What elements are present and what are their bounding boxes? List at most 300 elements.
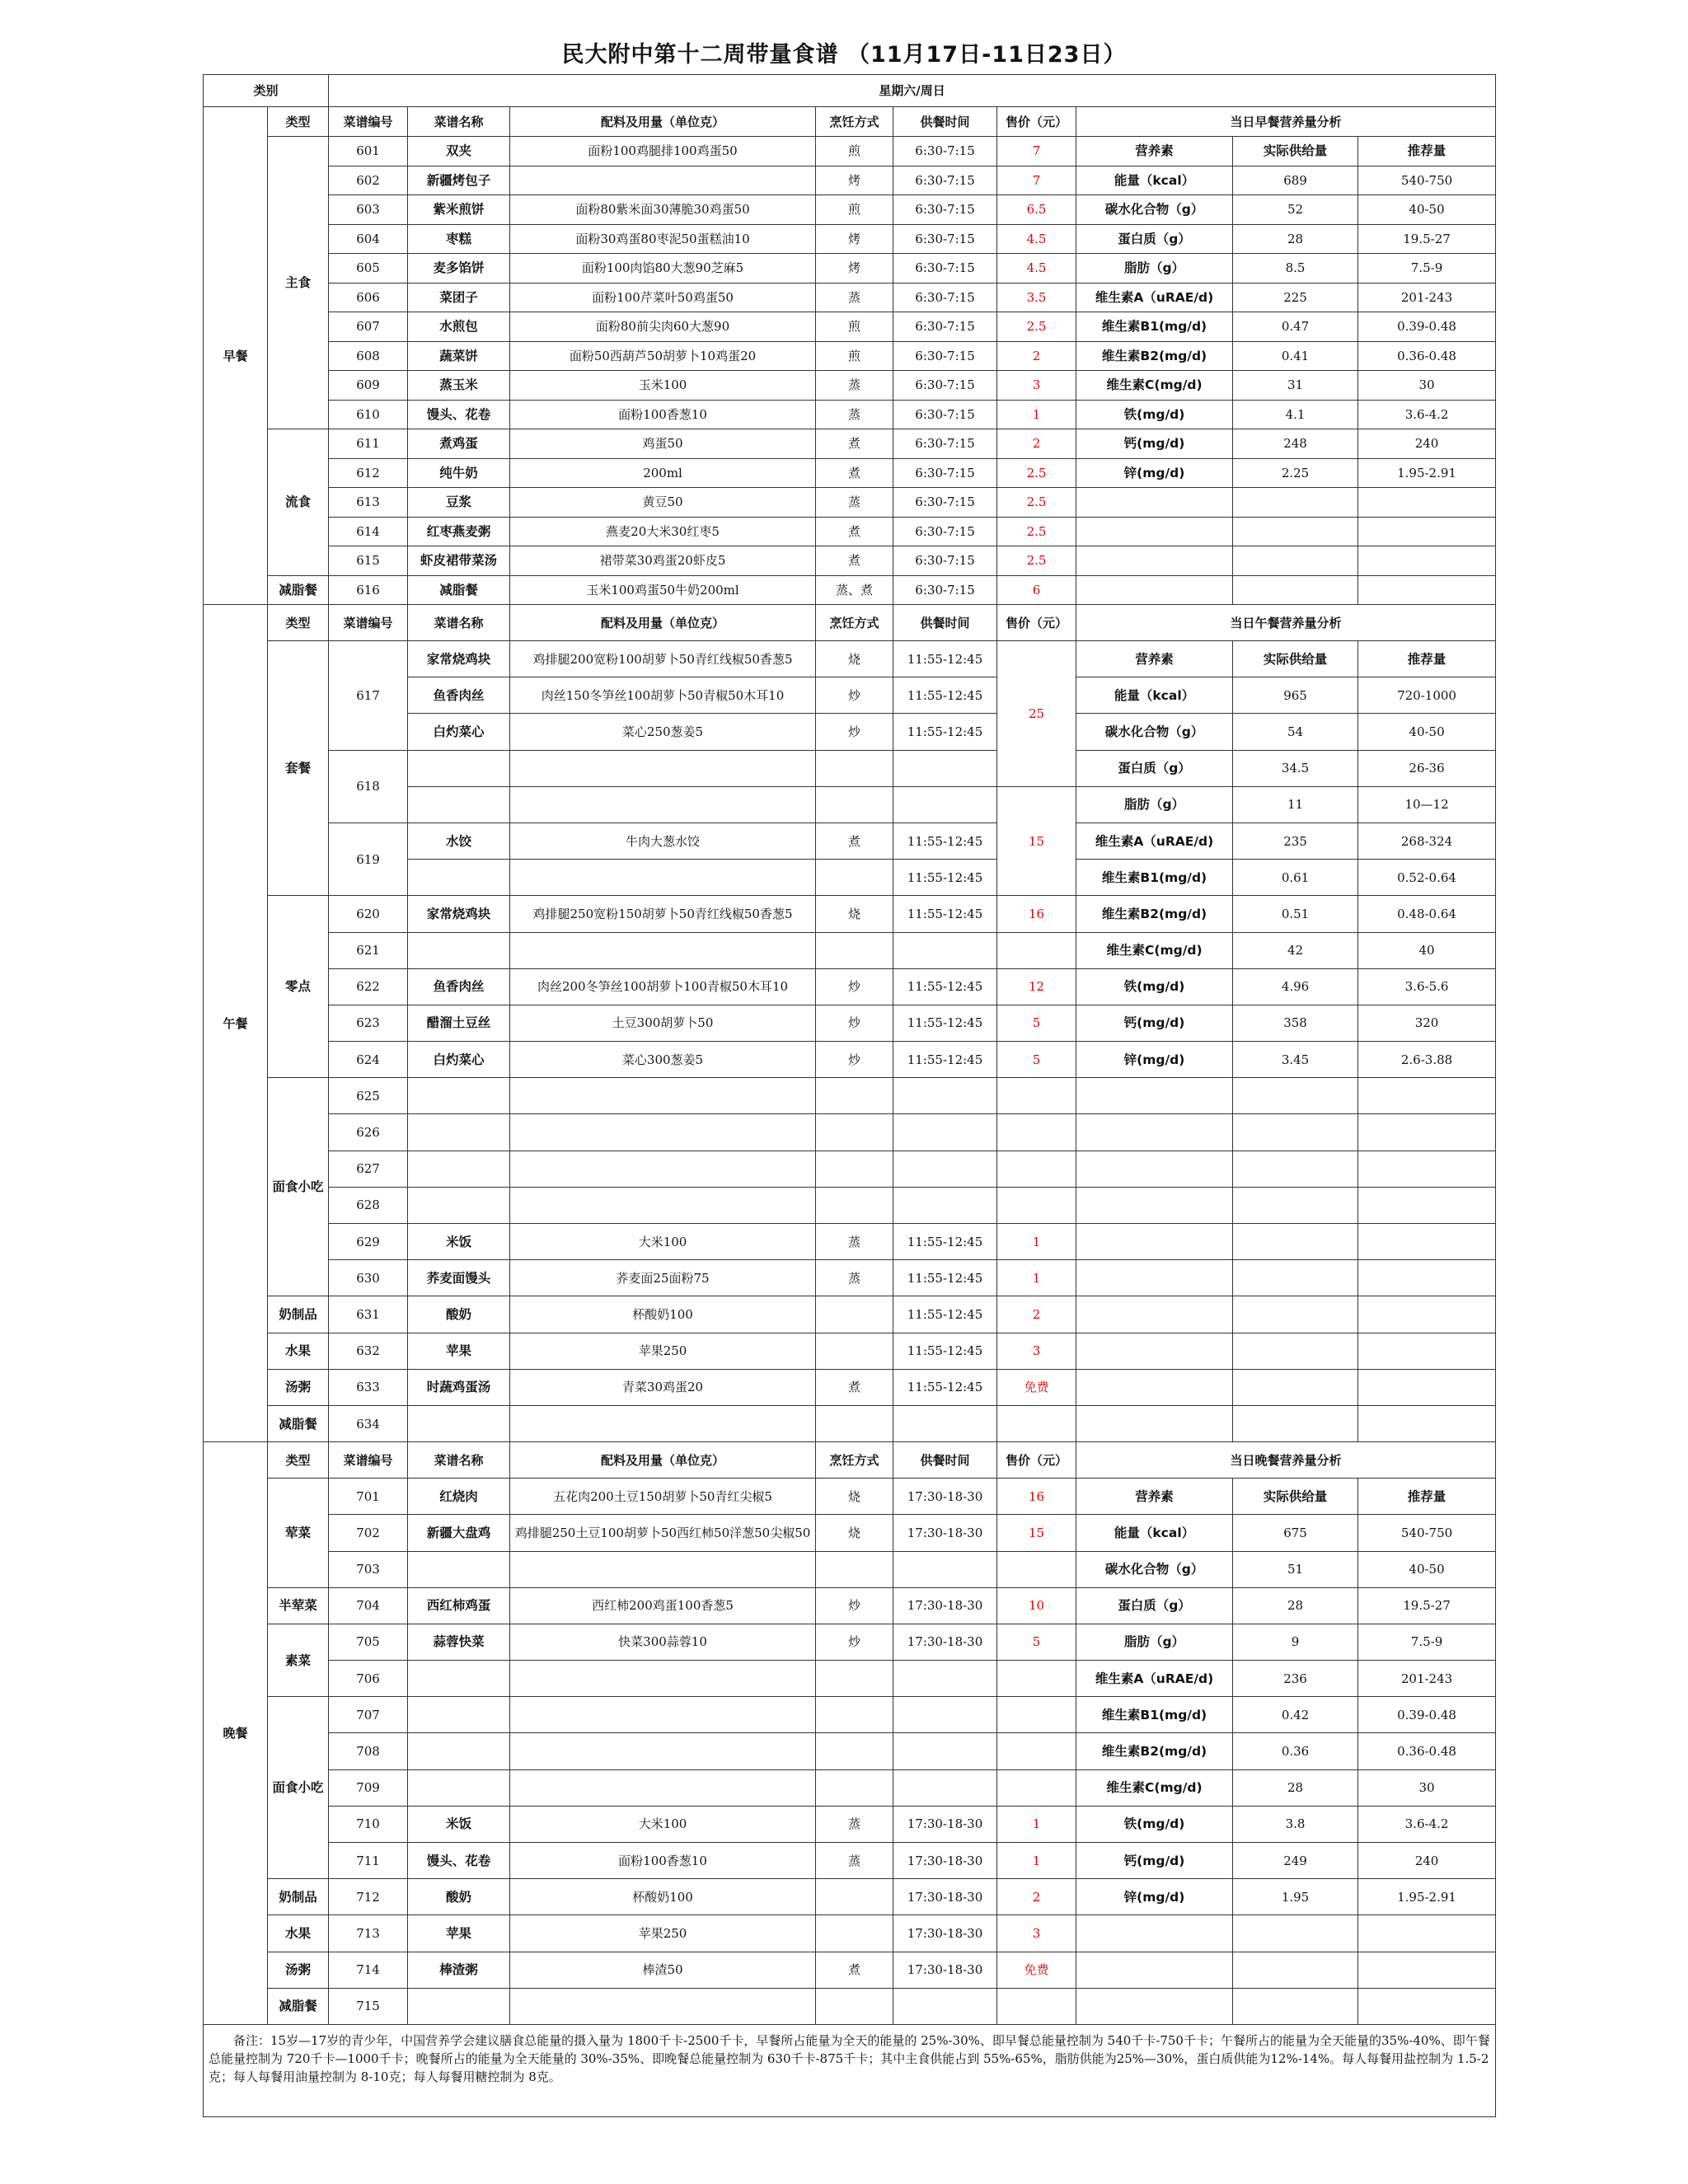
- table-row: [204, 1624, 1496, 1660]
- dish-method: 煮: [816, 429, 893, 459]
- dish-price: 2.5: [997, 546, 1076, 576]
- empty-cell: [1358, 1988, 1496, 2024]
- nutrient-name: 钙(mg/d): [1076, 1843, 1233, 1879]
- dish-ingredients: 大米100: [510, 1806, 816, 1842]
- dish-price: [997, 1551, 1076, 1587]
- empty-cell: [1233, 575, 1358, 605]
- nutrient-actual: 34.5: [1233, 750, 1358, 786]
- dish-method: [816, 932, 893, 968]
- dish-name: [408, 1551, 510, 1587]
- table-row: [204, 1405, 1496, 1441]
- dish-name: 虾皮裙带菜汤: [408, 546, 510, 576]
- empty-cell: [1076, 1405, 1233, 1441]
- empty-cell: [1076, 1114, 1233, 1151]
- dish-time: 11:55-12:45: [893, 968, 997, 1005]
- table-row: [204, 517, 1496, 546]
- nutrient-actual: 9: [1233, 1624, 1358, 1660]
- dish-ingredients: 面粉100香葱10: [510, 400, 816, 429]
- nutrient-name: 锌(mg/d): [1076, 458, 1233, 488]
- dish-method: 炒: [816, 677, 893, 714]
- dish-method: [816, 1988, 893, 2024]
- table-row: [204, 1988, 1496, 2024]
- dish-price: 免费: [997, 1369, 1076, 1405]
- dish-ingredients: 鸡蛋50: [510, 429, 816, 459]
- dish-name: 苹果: [408, 1333, 510, 1369]
- empty-cell: [510, 860, 816, 896]
- set-price: 15: [997, 786, 1076, 896]
- nutrient-name: 维生素B1(mg/d): [1076, 860, 1233, 896]
- dish-method: 炒: [816, 1005, 893, 1041]
- dish-name: 红枣燕麦粥: [408, 517, 510, 546]
- dish-code: 623: [329, 1005, 408, 1041]
- empty-cell: [816, 860, 893, 896]
- dish-code: 621: [329, 932, 408, 968]
- dish-time: 6:30-7:15: [893, 166, 997, 195]
- dish-price: [997, 1405, 1076, 1441]
- nutrient-recommended: 3.6-4.2: [1358, 400, 1496, 429]
- dish-name: 米饭: [408, 1224, 510, 1260]
- empty-cell: [1076, 1333, 1233, 1369]
- dish-method: 煮: [816, 823, 893, 859]
- dish-ingredients: 苹果250: [510, 1915, 816, 1952]
- nutrient-actual: 2.25: [1233, 458, 1358, 488]
- table-row: [204, 2024, 1496, 2116]
- dish-code: 629: [329, 1224, 408, 1260]
- empty-cell: [408, 786, 510, 823]
- dish-time: 6:30-7:15: [893, 429, 997, 459]
- dish-ingredients: 大米100: [510, 1224, 816, 1260]
- dish-code: 625: [329, 1078, 408, 1114]
- dish-time: 6:30-7:15: [893, 283, 997, 312]
- nutrient-recommended: 3.6-5.6: [1358, 968, 1496, 1005]
- dish-ingredients: 土豆300胡萝卜50: [510, 1005, 816, 1041]
- empty-cell: [1233, 488, 1358, 518]
- dish-code: 705: [329, 1624, 408, 1660]
- dish-price: 4.5: [997, 224, 1076, 254]
- nutrient-actual: 28: [1233, 1587, 1358, 1624]
- dish-name: 鱼香肉丝: [408, 677, 510, 714]
- empty-cell: [1076, 1187, 1233, 1223]
- column-header: 菜谱编号: [329, 107, 408, 137]
- dish-time: 6:30-7:15: [893, 458, 997, 488]
- dish-name: 家常烧鸡块: [408, 641, 510, 677]
- dish-name: [408, 1078, 510, 1114]
- empty-cell: [510, 786, 816, 823]
- dish-time: 17:30-18-30: [893, 1952, 997, 1988]
- empty-cell: [1076, 546, 1233, 576]
- table-row: [204, 195, 1496, 225]
- column-header: 类型: [268, 107, 329, 137]
- table-row: [204, 1005, 1496, 1041]
- type-label: 汤粥: [268, 1952, 329, 1988]
- type-label: 奶制品: [268, 1296, 329, 1333]
- empty-cell: [1233, 1151, 1358, 1187]
- dish-price: [997, 1988, 1076, 2024]
- table-row: [204, 1551, 1496, 1587]
- dish-name: 麦多馅饼: [408, 254, 510, 284]
- dish-code: 604: [329, 224, 408, 254]
- empty-cell: [1358, 488, 1496, 518]
- nutrient-actual: 0.47: [1233, 312, 1358, 342]
- dish-name: 家常烧鸡块: [408, 896, 510, 932]
- table-row: [204, 1661, 1496, 1697]
- empty-cell: [1358, 1078, 1496, 1114]
- dish-time: 6:30-7:15: [893, 312, 997, 342]
- dish-price: [997, 1151, 1076, 1187]
- dish-method: 煎: [816, 312, 893, 342]
- dish-code: 619: [329, 823, 408, 895]
- empty-cell: [1076, 1078, 1233, 1114]
- table-row: [204, 458, 1496, 488]
- dish-name: 新疆大盘鸡: [408, 1515, 510, 1551]
- dish-code: 624: [329, 1042, 408, 1078]
- dish-time: 6:30-7:15: [893, 195, 997, 225]
- nutrient-actual: 225: [1233, 283, 1358, 312]
- nutrient-recommended: 0.36-0.48: [1358, 341, 1496, 371]
- table-row: [204, 1806, 1496, 1842]
- type-label: 减脂餐: [268, 1988, 329, 2024]
- empty-cell: [1233, 517, 1358, 546]
- dish-ingredients: 快菜300蒜蓉10: [510, 1624, 816, 1660]
- dish-name: 双夹: [408, 137, 510, 166]
- dish-price: [997, 1661, 1076, 1697]
- dish-method: 炒: [816, 968, 893, 1005]
- dish-price: 16: [997, 1479, 1076, 1515]
- column-header: 菜谱名称: [408, 605, 510, 641]
- dish-ingredients: 棒渣50: [510, 1952, 816, 1988]
- dish-price: 2: [997, 429, 1076, 459]
- nutrient-name: 钙(mg/d): [1076, 429, 1233, 459]
- dish-time: 17:30-18-30: [893, 1879, 997, 1915]
- dish-time: 11:55-12:45: [893, 1333, 997, 1369]
- nutrient-recommended: 7.5-9: [1358, 1624, 1496, 1660]
- dish-ingredients: 面粉100肉馅80大葱90芝麻5: [510, 254, 816, 284]
- dish-code: 711: [329, 1843, 408, 1879]
- dish-method: 蒸: [816, 1806, 893, 1842]
- dish-ingredients: [510, 1551, 816, 1587]
- table-row: [204, 1879, 1496, 1915]
- dish-name: [408, 1697, 510, 1733]
- dish-price: 1: [997, 1843, 1076, 1879]
- dish-method: 煎: [816, 137, 893, 166]
- dish-code: 710: [329, 1806, 408, 1842]
- type-label: 减脂餐: [268, 1405, 329, 1441]
- table-row: [204, 107, 1496, 137]
- nutrient-recommended: 240: [1358, 429, 1496, 459]
- meal-label: 早餐: [204, 107, 268, 605]
- nutrient-name: 蛋白质（g）: [1076, 750, 1233, 786]
- nutrient-actual: 236: [1233, 1661, 1358, 1697]
- dish-code: 602: [329, 166, 408, 195]
- table-row: [204, 1078, 1496, 1114]
- column-header: 售价（元）: [997, 107, 1076, 137]
- column-header: 供餐时间: [893, 1442, 997, 1479]
- dish-code: 627: [329, 1151, 408, 1187]
- dish-code: 613: [329, 488, 408, 518]
- page-title: 民大附中第十二周带量食谱 （11月17日-11日23日）: [561, 42, 1127, 68]
- nutrient-actual: 28: [1233, 1769, 1358, 1806]
- dish-time: [893, 1405, 997, 1441]
- dish-price: [997, 932, 1076, 968]
- nutrient-name: 蛋白质（g）: [1076, 224, 1233, 254]
- nutrient-actual: 0.42: [1233, 1697, 1358, 1733]
- dish-code: 631: [329, 1296, 408, 1333]
- nutrient-actual: 358: [1233, 1005, 1358, 1041]
- nutrient-recommended: 2.6-3.88: [1358, 1042, 1496, 1078]
- empty-cell: [1076, 1296, 1233, 1333]
- dish-name: 减脂餐: [408, 575, 510, 605]
- dish-method: 蒸: [816, 1260, 893, 1296]
- nutrient-name: 维生素B1(mg/d): [1076, 312, 1233, 342]
- empty-cell: [1233, 1078, 1358, 1114]
- dish-method: 煎: [816, 341, 893, 371]
- table-row: [204, 1151, 1496, 1187]
- dish-ingredients: 肉丝200冬笋丝100胡萝卜100青椒50木耳10: [510, 968, 816, 1005]
- dish-time: 6:30-7:15: [893, 224, 997, 254]
- table-row: [204, 932, 1496, 968]
- dish-price: 2.5: [997, 458, 1076, 488]
- dish-ingredients: [510, 1769, 816, 1806]
- nutrient-name: 脂肪（g）: [1076, 254, 1233, 284]
- nutrient-header: 推荐量: [1358, 1479, 1496, 1515]
- empty-cell: [1358, 1915, 1496, 1952]
- dish-price: 10: [997, 1587, 1076, 1624]
- dish-price: [997, 1697, 1076, 1733]
- empty-cell: [1358, 1260, 1496, 1296]
- column-header: 烹饪方式: [816, 605, 893, 641]
- dish-ingredients: 菜心250葱姜5: [510, 714, 816, 750]
- dish-method: 煮: [816, 517, 893, 546]
- dish-code: 617: [329, 641, 408, 751]
- table-row: [204, 429, 1496, 459]
- dish-method: 蒸: [816, 1224, 893, 1260]
- dish-price: 1: [997, 1260, 1076, 1296]
- dish-method: 蒸: [816, 400, 893, 429]
- dish-price: [997, 1114, 1076, 1151]
- dish-time: 11:55-12:45: [893, 1369, 997, 1405]
- nutrient-recommended: 0.36-0.48: [1358, 1733, 1496, 1769]
- dish-time: 11:55-12:45: [893, 896, 997, 932]
- nutrient-actual: 0.41: [1233, 341, 1358, 371]
- nutrient-actual: 1.95: [1233, 1879, 1358, 1915]
- empty-cell: [1233, 546, 1358, 576]
- table-row: [204, 1733, 1496, 1769]
- empty-cell: [1358, 517, 1496, 546]
- dish-price: 1: [997, 1806, 1076, 1842]
- dish-method: [816, 1296, 893, 1333]
- dish-time: 6:30-7:15: [893, 254, 997, 284]
- dish-ingredients: 鸡排腿250土豆100胡萝卜50西红柿50洋葱50尖椒50: [510, 1515, 816, 1551]
- nutrient-actual: 52: [1233, 195, 1358, 225]
- dish-method: 煮: [816, 546, 893, 576]
- nutrient-actual: 235: [1233, 823, 1358, 859]
- nutrient-actual: 3.8: [1233, 1806, 1358, 1842]
- dish-name: 米饭: [408, 1806, 510, 1842]
- dish-name: 鱼香肉丝: [408, 968, 510, 1005]
- dish-name: 菜团子: [408, 283, 510, 312]
- nutrient-recommended: 40-50: [1358, 714, 1496, 750]
- nutrient-name: 铁(mg/d): [1076, 1806, 1233, 1842]
- dish-time: 11:55-12:45: [893, 641, 997, 677]
- type-label: 奶制品: [268, 1879, 329, 1915]
- type-label: 零点: [268, 896, 329, 1078]
- dish-code: 633: [329, 1369, 408, 1405]
- dish-price: [997, 1769, 1076, 1806]
- nutrient-recommended: 0.39-0.48: [1358, 1697, 1496, 1733]
- empty-cell: [1076, 575, 1233, 605]
- dish-code: 707: [329, 1697, 408, 1733]
- nutrient-actual: 0.51: [1233, 896, 1358, 932]
- nutrient-actual: 689: [1233, 166, 1358, 195]
- dish-name: 酸奶: [408, 1879, 510, 1915]
- nutrient-name: 锌(mg/d): [1076, 1042, 1233, 1078]
- dish-price: 5: [997, 1624, 1076, 1660]
- dish-code: 703: [329, 1551, 408, 1587]
- dish-method: 烧: [816, 1515, 893, 1551]
- table-row: [204, 641, 1496, 677]
- nutrient-actual: 4.1: [1233, 400, 1358, 429]
- dish-name: 蔬菜饼: [408, 341, 510, 371]
- dish-time: 11:55-12:45: [893, 823, 997, 859]
- dish-name: 豆浆: [408, 488, 510, 518]
- nutrient-header: 营养素: [1076, 641, 1233, 677]
- nutrient-recommended: 26-36: [1358, 750, 1496, 786]
- analysis-title: 当日午餐营养量分析: [1076, 605, 1496, 641]
- table-row: [204, 1952, 1496, 1988]
- dish-method: 煎: [816, 195, 893, 225]
- dish-name: 白灼菜心: [408, 1042, 510, 1078]
- table-row: [204, 1260, 1496, 1296]
- column-header: 供餐时间: [893, 107, 997, 137]
- dish-name: 水饺: [408, 823, 510, 859]
- dish-name: 苹果: [408, 1915, 510, 1952]
- dish-time: 11:55-12:45: [893, 860, 997, 896]
- dish-time: 11:55-12:45: [893, 714, 997, 750]
- empty-cell: [1233, 1296, 1358, 1333]
- empty-cell: [1076, 1988, 1233, 2024]
- dish-price: 7: [997, 166, 1076, 195]
- dish-method: 煮: [816, 458, 893, 488]
- nutrient-name: 维生素A（uRAE/d): [1076, 823, 1233, 859]
- dish-price: 3.5: [997, 283, 1076, 312]
- dish-code: 706: [329, 1661, 408, 1697]
- dish-time: 6:30-7:15: [893, 137, 997, 166]
- dish-name: [408, 1405, 510, 1441]
- type-label: 面食小吃: [268, 1078, 329, 1296]
- dish-price: 7: [997, 137, 1076, 166]
- dish-name: [408, 1733, 510, 1769]
- column-header: 类型: [268, 1442, 329, 1479]
- table-row: [204, 1042, 1496, 1078]
- nutrient-recommended: 30: [1358, 371, 1496, 401]
- nutrient-name: 能量（kcal）: [1076, 1515, 1233, 1551]
- dish-ingredients: 牛肉大葱水饺: [510, 823, 816, 859]
- dish-method: [816, 1915, 893, 1952]
- dish-code: 603: [329, 195, 408, 225]
- empty-cell: [1233, 1369, 1358, 1405]
- table-row: [204, 1333, 1496, 1369]
- nutrient-actual: 4.96: [1233, 968, 1358, 1005]
- dish-code: 630: [329, 1260, 408, 1296]
- dish-code: 713: [329, 1915, 408, 1952]
- empty-cell: [816, 750, 893, 786]
- dish-price: 1: [997, 400, 1076, 429]
- table-row: [204, 1915, 1496, 1952]
- nutrient-name: 碳水化合物（g）: [1076, 195, 1233, 225]
- dish-price: 2.5: [997, 312, 1076, 342]
- dish-price: 3: [997, 1915, 1076, 1952]
- table-row: [204, 312, 1496, 342]
- dish-ingredients: 青菜30鸡蛋20: [510, 1369, 816, 1405]
- empty-cell: [1358, 1952, 1496, 1988]
- table-row: [204, 1114, 1496, 1151]
- empty-cell: [1358, 575, 1496, 605]
- dish-method: 蒸: [816, 371, 893, 401]
- dish-time: [893, 1769, 997, 1806]
- dish-method: 蒸: [816, 488, 893, 518]
- dish-code: 628: [329, 1187, 408, 1223]
- nutrient-recommended: 3.6-4.2: [1358, 1806, 1496, 1842]
- nutrient-recommended: 40-50: [1358, 195, 1496, 225]
- dish-price: [997, 1078, 1076, 1114]
- nutrient-actual: 42: [1233, 932, 1358, 968]
- dish-name: 醋溜土豆丝: [408, 1005, 510, 1041]
- dish-ingredients: 面粉30鸡蛋80枣泥50蛋糕油10: [510, 224, 816, 254]
- nutrient-header: 实际供给量: [1233, 641, 1358, 677]
- nutrient-recommended: 201-243: [1358, 1661, 1496, 1697]
- table-row: [204, 1224, 1496, 1260]
- dish-code: 609: [329, 371, 408, 401]
- table-row: [204, 400, 1496, 429]
- dish-time: 17:30-18-30: [893, 1915, 997, 1952]
- empty-cell: [408, 750, 510, 786]
- dish-time: 11:55-12:45: [893, 1260, 997, 1296]
- set-price: 25: [997, 641, 1076, 787]
- dish-time: 11:55-12:45: [893, 1224, 997, 1260]
- dish-method: [816, 1333, 893, 1369]
- nutrient-name: 脂肪（g）: [1076, 1624, 1233, 1660]
- dish-ingredients: 菜心300葱姜5: [510, 1042, 816, 1078]
- type-label: 水果: [268, 1915, 329, 1952]
- dish-price: 免费: [997, 1952, 1076, 1988]
- dish-method: [816, 1697, 893, 1733]
- table-row: [204, 1442, 1496, 1479]
- dish-name: [408, 1187, 510, 1223]
- empty-cell: [816, 786, 893, 823]
- dish-code: 601: [329, 137, 408, 166]
- dish-ingredients: [510, 932, 816, 968]
- dish-code: 702: [329, 1515, 408, 1551]
- dish-ingredients: 苹果250: [510, 1333, 816, 1369]
- column-header: 菜谱名称: [408, 107, 510, 137]
- nutrient-actual: 0.36: [1233, 1733, 1358, 1769]
- nutrient-recommended: 7.5-9: [1358, 254, 1496, 284]
- dish-name: [408, 1988, 510, 2024]
- dish-time: 6:30-7:15: [893, 517, 997, 546]
- dish-ingredients: 肉丝150冬笋丝100胡萝卜50青椒50木耳10: [510, 677, 816, 714]
- day-header: 星期六/周日: [329, 75, 1496, 107]
- dish-time: 11:55-12:45: [893, 1005, 997, 1041]
- table-row: [204, 254, 1496, 284]
- empty-cell: [1076, 488, 1233, 518]
- empty-cell: [1233, 1952, 1358, 1988]
- table-row: [204, 1479, 1496, 1515]
- type-label: 荤菜: [268, 1479, 329, 1588]
- dish-code: 607: [329, 312, 408, 342]
- type-label: 面食小吃: [268, 1697, 329, 1879]
- dish-ingredients: 五花肉200土豆150胡萝卜50青红尖椒5: [510, 1479, 816, 1515]
- dish-code: 715: [329, 1988, 408, 2024]
